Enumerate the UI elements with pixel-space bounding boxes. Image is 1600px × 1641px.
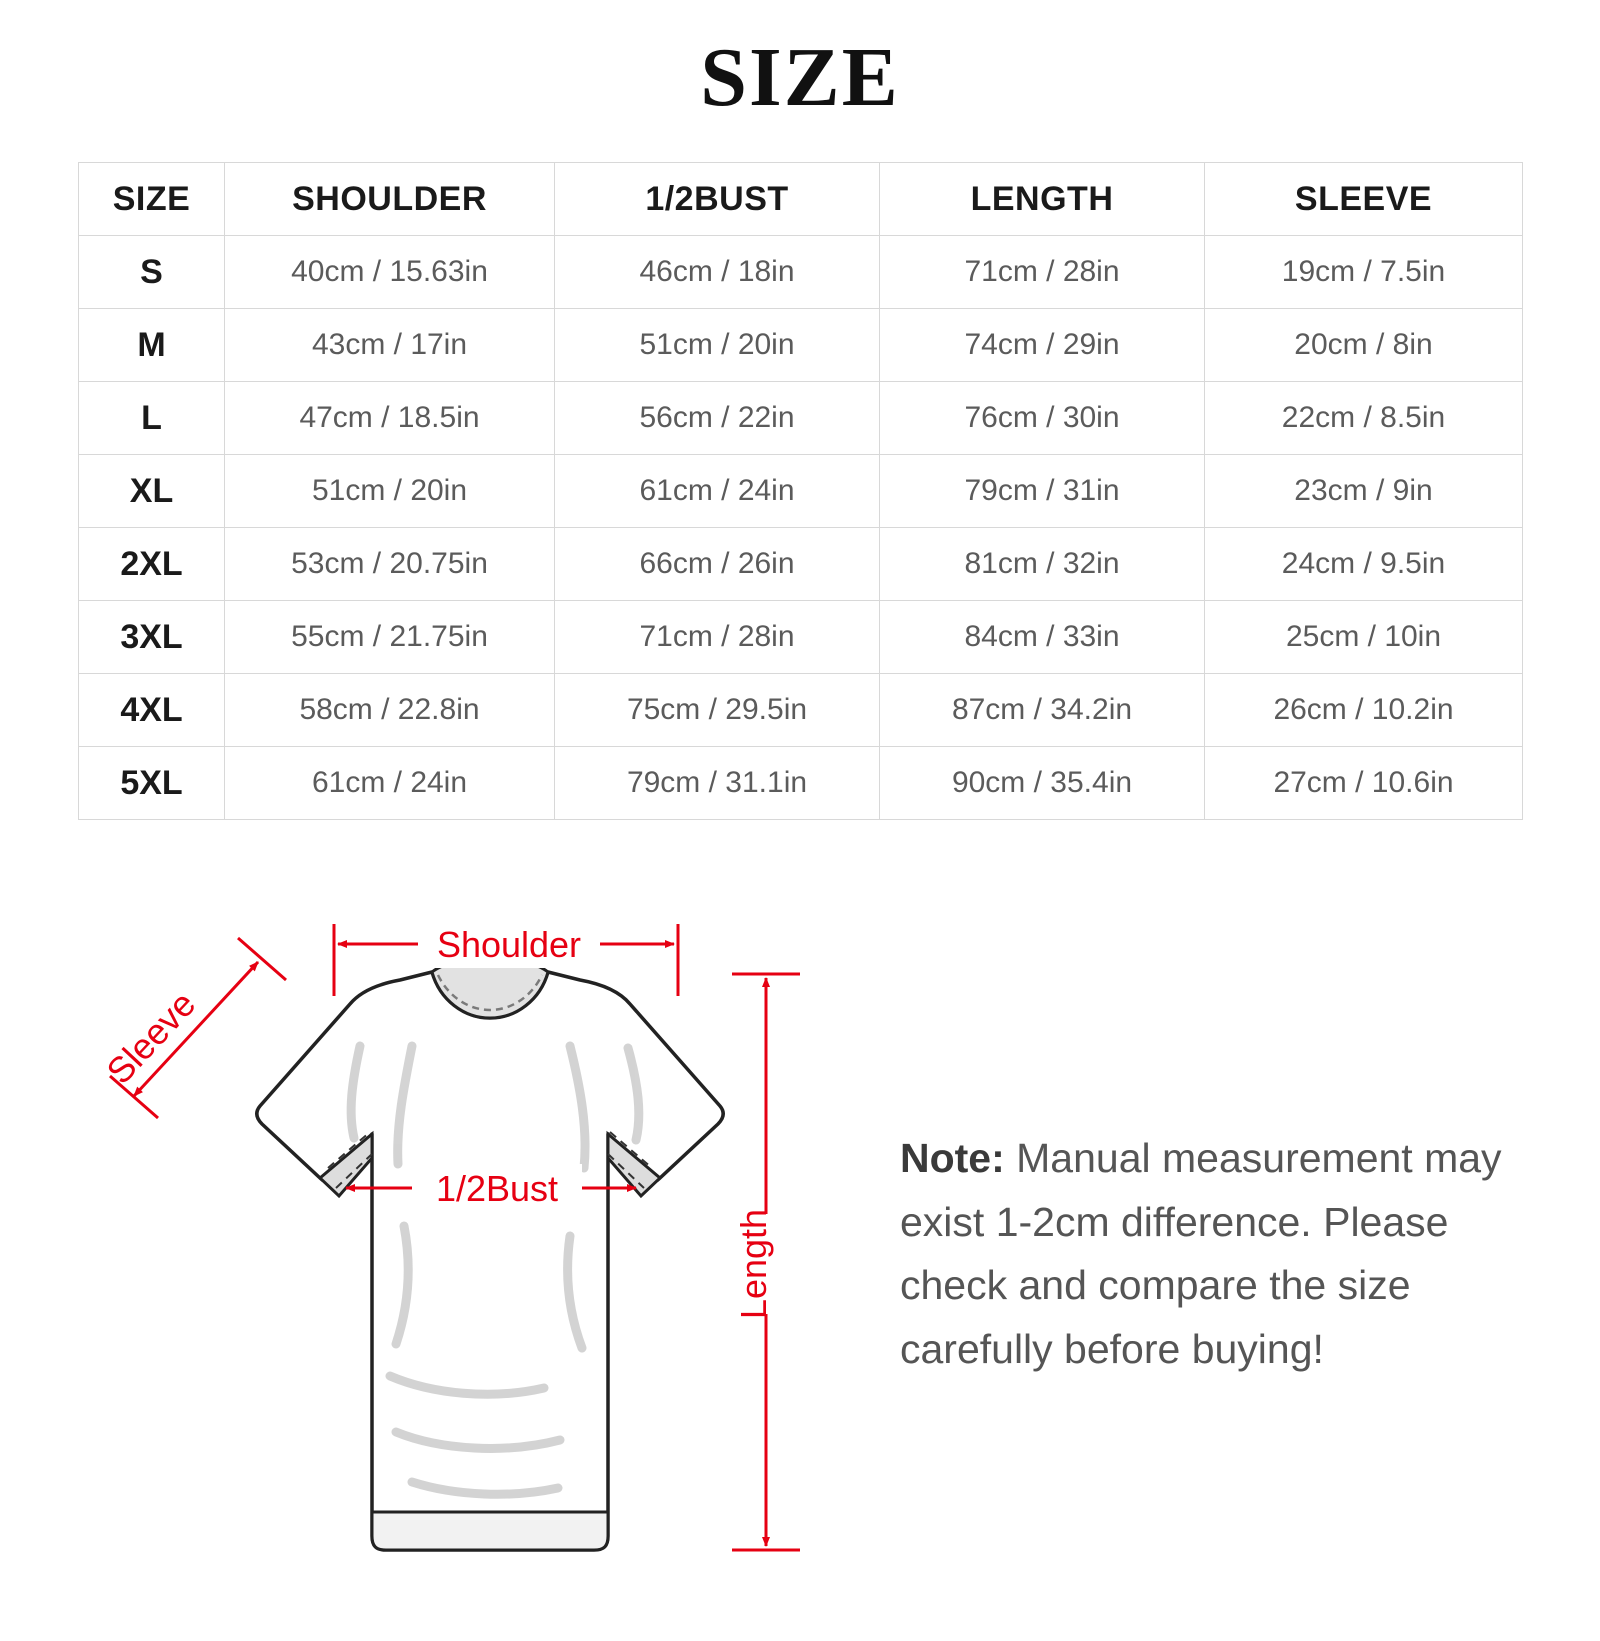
- table-header-row: [79, 163, 1523, 236]
- cell-shoulder: 53cm / 20.75in: [225, 528, 555, 601]
- tshirt-diagram: [60, 896, 860, 1636]
- shoulder-label: Shoulder: [436, 924, 582, 965]
- cell-length: 71cm / 28in: [880, 236, 1205, 309]
- note-label: Note:: [900, 1135, 1005, 1181]
- cell-sleeve: 27cm / 10.6in: [1205, 747, 1523, 820]
- cell-size: XL: [79, 455, 225, 528]
- cell-length: 84cm / 33in: [880, 601, 1205, 674]
- table-row: [79, 528, 1523, 601]
- table-row: [79, 455, 1523, 528]
- sleeve-dimension: [98, 938, 286, 1118]
- header-shoulder: SHOULDER: [225, 163, 555, 236]
- table-row: [79, 674, 1523, 747]
- cell-sleeve: 23cm / 9in: [1205, 455, 1523, 528]
- cell-size: 4XL: [79, 674, 225, 747]
- cell-shoulder: 55cm / 21.75in: [225, 601, 555, 674]
- cell-size: 2XL: [79, 528, 225, 601]
- cell-bust: 61cm / 24in: [555, 455, 880, 528]
- table-row: [79, 309, 1523, 382]
- header-bust: 1/2BUST: [555, 163, 880, 236]
- cell-bust: 79cm / 31.1in: [555, 747, 880, 820]
- cell-bust: 75cm / 29.5in: [555, 674, 880, 747]
- tshirt-outline: [257, 958, 723, 1550]
- header-size: SIZE: [79, 163, 225, 236]
- measurement-diagram-section: [0, 896, 1600, 1636]
- cell-bust: 71cm / 28in: [555, 601, 880, 674]
- cell-bust: 46cm / 18in: [555, 236, 880, 309]
- cell-bust: 66cm / 26in: [555, 528, 880, 601]
- cell-sleeve: 25cm / 10in: [1205, 601, 1523, 674]
- cell-sleeve: 24cm / 9.5in: [1205, 528, 1523, 601]
- cell-bust: 51cm / 20in: [555, 309, 880, 382]
- table-row: [79, 601, 1523, 674]
- cell-length: 79cm / 31in: [880, 455, 1205, 528]
- table-row: [79, 236, 1523, 309]
- cell-length: 76cm / 30in: [880, 382, 1205, 455]
- cell-size: L: [79, 382, 225, 455]
- length-dimension: [720, 974, 816, 1550]
- cell-shoulder: 40cm / 15.63in: [225, 236, 555, 309]
- header-length: LENGTH: [880, 163, 1205, 236]
- cell-length: 87cm / 34.2in: [880, 674, 1205, 747]
- cell-shoulder: 47cm / 18.5in: [225, 382, 555, 455]
- cell-sleeve: 22cm / 8.5in: [1205, 382, 1523, 455]
- tshirt-illustration-svg: [60, 896, 860, 1636]
- size-table-container: [78, 162, 1522, 820]
- cell-shoulder: 43cm / 17in: [225, 309, 555, 382]
- cell-sleeve: 19cm / 7.5in: [1205, 236, 1523, 309]
- half-bust-label: 1/2Bust: [435, 1168, 559, 1209]
- note-paragraph: [900, 1127, 1540, 1381]
- cell-size: S: [79, 236, 225, 309]
- cell-length: 90cm / 35.4in: [880, 747, 1205, 820]
- cell-length: 74cm / 29in: [880, 309, 1205, 382]
- table-row: [79, 382, 1523, 455]
- cell-bust: 56cm / 22in: [555, 382, 880, 455]
- size-chart-table: [78, 162, 1523, 820]
- cell-size: 5XL: [79, 747, 225, 820]
- cell-sleeve: 20cm / 8in: [1205, 309, 1523, 382]
- cell-shoulder: 58cm / 22.8in: [225, 674, 555, 747]
- table-row: [79, 747, 1523, 820]
- cell-shoulder: 51cm / 20in: [225, 455, 555, 528]
- cell-size: 3XL: [79, 601, 225, 674]
- header-sleeve: SLEEVE: [1205, 163, 1523, 236]
- note-block: [900, 1086, 1540, 1422]
- page-title: SIZE: [700, 31, 900, 124]
- note-body: Manual measurement may exist 1-2cm difference. Please check and compare the size carefully before buying!: [900, 1135, 1502, 1372]
- cell-sleeve: 26cm / 10.2in: [1205, 674, 1523, 747]
- cell-size: M: [79, 309, 225, 382]
- cell-length: 81cm / 32in: [880, 528, 1205, 601]
- cell-shoulder: 61cm / 24in: [225, 747, 555, 820]
- sleeve-label: Sleeve: [98, 983, 204, 1092]
- length-label: Length: [733, 1208, 774, 1320]
